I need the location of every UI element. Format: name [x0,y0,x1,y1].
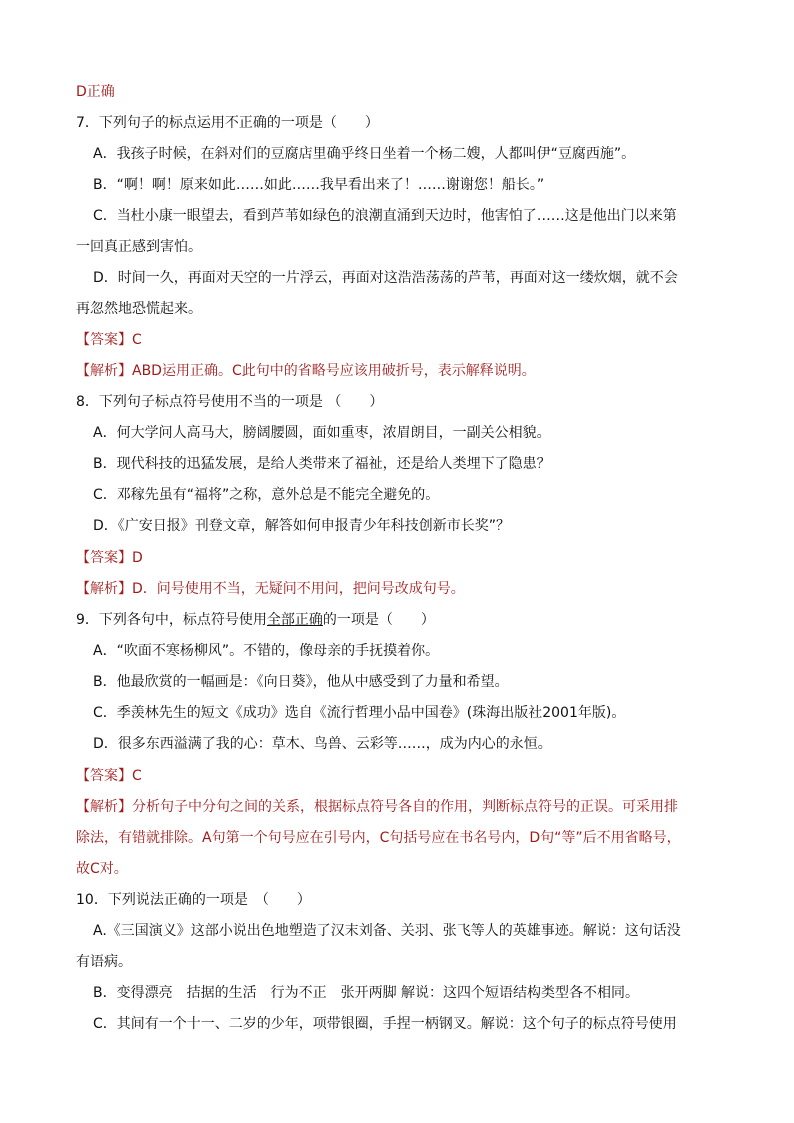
option-9a: A．“吹面不寒杨柳风”。不错的，像母亲的手抚摸着你。 [93,643,440,659]
explanation-8: 【解析】D．问号使用不当，无疑问不用问，把问号改成句号。 [76,581,465,597]
option-7d: D．时间一久，再面对天空的一片浮云，再面对这浩浩荡荡的芦苇，再面对这一缕炊烟，就不会 [93,270,678,286]
question-9-end: 的一项是（ ） [322,612,435,628]
option-7b: B．“啊！啊！原来如此……如此……我早看出来了！……谢谢您！船长。” [93,177,545,193]
option-9c: C．季羡林先生的短文《成功》选自《流行哲理小品中国卷》(珠海出版社2001年版)。 [93,705,626,721]
option-7c-cont: 一回真正感到害怕。 [76,239,202,255]
option-10a-cont: 有语病。 [76,954,132,970]
explanation-7: 【解析】ABD运用正确。C此句中的省略号应该用破折号，表示解释说明。 [76,363,536,379]
explanation-9: 【解析】分析句子中分句之间的关系，根据标点符号各自的作用，判断标点符号的正误。可采用排 [76,799,678,815]
question-7: 7．下列句子的标点运用不正确的一项是（ ） [76,115,379,131]
answer-8: 【答案】D [76,550,143,566]
question-8: 8．下列句子标点符号使用不当的一项是 （ ） [76,394,384,410]
answer-text: D正确 [76,84,115,100]
option-10c: C．其间有一个十一、二岁的少年，项带银圈，手捏一柄钢叉。解说：这个句子的标点符号使用 [93,1016,677,1032]
question-9-underlined: 全部正确 [266,612,323,628]
explanation-9-cont: 除法，有错就排除。A句第一个句号应在引号内，C句括号应在书名号内，D句“等”后不用省略号， [76,830,681,846]
explanation-9-end: 故C对。 [76,861,128,877]
question-9 [76,610,435,630]
option-8a: A．何大学问人高马大，膀阔腰圆，面如重枣，浓眉朗目，一副关公相貌。 [93,425,551,441]
option-8b: B．现代科技的迅猛发展，是给人类带来了福祉，还是给人类埋下了隐患？ [93,456,551,472]
option-8c: C．邓稼先虽有“福将”之称，意外总是不能完全避免的。 [93,487,440,503]
option-9d: D．很多东西溢满了我的心：草木、鸟兽、云彩等……，成为内心的永恒。 [93,736,552,752]
option-7c: C．当杜小康一眼望去，看到芦苇如绿色的浪潮直涌到天边时，他害怕了……这是他出门以来第 [93,208,677,224]
answer-7: 【答案】C [76,332,142,348]
option-7a: A．我孩子时候，在斜对们的豆腐店里确乎终日坐着一个杨二嫂，人都叫伊“豆腐西施”。 [93,146,636,162]
option-10b: B．变得漂亮 拮据的生活 行为不正 张开两脚 解说：这四个短语结构类型各不相同。 [93,985,640,1001]
option-10a: A.《三国演义》这部小说出色地塑造了汉末刘备、关羽、张飞等人的英雄事迹。解说：这句话没 [93,923,681,939]
question-9-start: 9．下列各句中，标点符号使用 [76,612,267,628]
answer-9: 【答案】C [76,768,142,784]
option-8d: D．《广安日报》刊登文章，解答如何申报青少年科技创新市长奖”？ [93,518,511,534]
option-7d-cont: 再忽然地恐慌起来。 [76,301,202,317]
question-10: 10．下列说法正确的一项是 （ ） [76,892,311,908]
option-9b: B．他最欣赏的一幅画是：《向日葵》，他从中感受到了力量和希望。 [93,674,509,690]
